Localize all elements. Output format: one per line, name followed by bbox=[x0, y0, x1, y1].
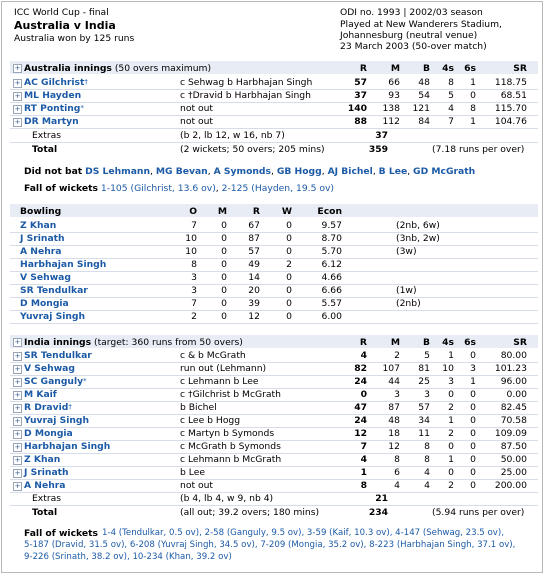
stat-b: 5 bbox=[424, 350, 430, 361]
stat-sr: 50.00 bbox=[500, 454, 527, 465]
stat-sixes: 0 bbox=[470, 428, 476, 439]
event-name: ICC World Cup - final bbox=[14, 7, 109, 18]
aus-batsman-name[interactable]: RT Ponting* bbox=[24, 103, 84, 114]
stat-sixes: 0 bbox=[470, 454, 476, 465]
bowling-w: 0 bbox=[286, 246, 292, 257]
bowling-extras: (3nb, 2w) bbox=[396, 233, 440, 244]
ind-batsman-name[interactable]: J Srinath bbox=[24, 467, 69, 478]
stat-r: 4 bbox=[360, 454, 367, 465]
match-result: Australia won by 125 runs bbox=[14, 33, 135, 44]
stat-r: 4 bbox=[360, 350, 367, 361]
scorecard-frame bbox=[1, 1, 543, 573]
ind-batsman-name[interactable]: SR Tendulkar bbox=[24, 350, 92, 361]
stat-fours: 10 bbox=[442, 363, 454, 374]
bowling-o: 3 bbox=[191, 285, 197, 296]
expand-icon[interactable]: + bbox=[14, 430, 21, 438]
bowling-o: 10 bbox=[185, 233, 197, 244]
column-header: R bbox=[359, 337, 367, 348]
expand-icon[interactable]: + bbox=[14, 378, 21, 386]
stat-m: 44 bbox=[388, 376, 400, 387]
column-header: W bbox=[281, 206, 292, 217]
ind-total-runs: 234 bbox=[368, 507, 388, 518]
stat-sr: 82.45 bbox=[500, 402, 527, 413]
expand-icon[interactable]: + bbox=[14, 469, 21, 477]
column-header: B bbox=[422, 337, 430, 348]
bowler-name[interactable]: D Mongia bbox=[20, 298, 69, 309]
stat-sixes: 3 bbox=[470, 363, 476, 374]
bowling-econ: 6.12 bbox=[321, 259, 342, 270]
ind-run-rate: (5.94 runs per over) bbox=[432, 507, 525, 518]
bowling-w: 0 bbox=[286, 220, 292, 231]
bowler-name[interactable]: Z Khan bbox=[20, 220, 57, 231]
bowling-econ: 8.70 bbox=[321, 233, 342, 244]
stat-sixes: 0 bbox=[470, 441, 476, 452]
stat-fours: 2 bbox=[448, 402, 454, 413]
bowler-name[interactable]: A Nehra bbox=[20, 246, 62, 257]
stat-m: 107 bbox=[382, 363, 400, 374]
bowling-econ: 6.66 bbox=[321, 285, 342, 296]
bowling-r: 57 bbox=[248, 246, 260, 257]
stat-m: 2 bbox=[394, 350, 400, 361]
column-header: R bbox=[359, 63, 367, 74]
stat-r: 140 bbox=[347, 103, 367, 114]
batsman-mark: * bbox=[80, 104, 84, 112]
stat-fours: 8 bbox=[448, 77, 454, 88]
bowling-econ: 6.00 bbox=[321, 311, 342, 322]
stat-sixes: 1 bbox=[470, 116, 476, 127]
expand-icon[interactable]: + bbox=[14, 391, 21, 399]
bowling-m: 0 bbox=[221, 311, 227, 322]
expand-icon[interactable]: + bbox=[14, 118, 21, 126]
bowling-econ: 9.57 bbox=[321, 220, 342, 231]
bowling-m: 0 bbox=[221, 246, 227, 257]
stat-fours: 7 bbox=[448, 116, 454, 127]
ind-batsman-name[interactable]: M Kaif bbox=[24, 389, 57, 400]
dismissal: not out bbox=[180, 103, 214, 114]
stat-fours: 1 bbox=[448, 454, 454, 465]
bowling-econ: 5.57 bbox=[321, 298, 342, 309]
bowling-o: 2 bbox=[191, 311, 197, 322]
aus-total-detail: (2 wickets; 50 overs; 205 mins) bbox=[180, 144, 325, 155]
bowling-w: 0 bbox=[286, 272, 292, 283]
bowling-extras: (2nb) bbox=[396, 298, 421, 309]
stat-fours: 2 bbox=[448, 480, 454, 491]
fow-score: 1-105 bbox=[100, 183, 128, 194]
stat-sr: 101.23 bbox=[494, 363, 527, 374]
aus-batsman-name[interactable]: ML Hayden bbox=[24, 90, 82, 101]
stat-b: 57 bbox=[418, 402, 430, 413]
bowling-m: 0 bbox=[221, 259, 227, 270]
stat-m: 8 bbox=[394, 454, 400, 465]
bowler-name[interactable]: V Sehwag bbox=[20, 272, 71, 283]
stat-sixes: 0 bbox=[470, 467, 476, 478]
stat-sixes: 1 bbox=[470, 77, 476, 88]
bowling-r: 20 bbox=[248, 285, 260, 296]
stat-r: 24 bbox=[354, 415, 367, 426]
stat-sr: 70.58 bbox=[500, 415, 527, 426]
ind-batsman-name[interactable]: Yuvraj Singh bbox=[24, 415, 90, 426]
expand-icon[interactable]: + bbox=[14, 443, 21, 451]
stat-m: 4 bbox=[394, 480, 400, 491]
bowling-m: 0 bbox=[221, 233, 227, 244]
stat-fours: 0 bbox=[448, 389, 454, 400]
bowling-extras: (3w) bbox=[396, 246, 417, 257]
stat-sr: 118.75 bbox=[494, 77, 527, 88]
aus-extras-label: Extras bbox=[32, 130, 62, 141]
column-header: Econ bbox=[317, 206, 342, 217]
aus-total-runs: 359 bbox=[368, 144, 388, 155]
stat-r: 1 bbox=[360, 467, 367, 478]
ind-fow-line-1: 1-4 (Tendulkar, 0.5 ov), 2-58 (Ganguly, 9.5 ov), 3-59 (Kaif, 10.3 ov), 4-147 (Sehwag, 23.5 ov), bbox=[102, 528, 504, 538]
ind-fow-line-3: 9-226 (Srinath, 38.2 ov), 10-234 (Khan, 39.2 ov) bbox=[24, 552, 232, 562]
aus-innings-title: Australia innings bbox=[24, 63, 112, 74]
dnb-player-link[interactable]: MG Bevan bbox=[155, 166, 208, 177]
ind-batsman-name[interactable]: A Nehra bbox=[24, 480, 66, 491]
column-header: O bbox=[189, 206, 197, 217]
stat-r: 0 bbox=[360, 389, 367, 400]
stat-b: 25 bbox=[418, 376, 430, 387]
stat-fours: 1 bbox=[448, 415, 454, 426]
stat-m: 18 bbox=[388, 428, 400, 439]
stat-r: 12 bbox=[354, 428, 367, 439]
match-date: 23 March 2003 (50-over match) bbox=[340, 41, 487, 52]
stat-b: 11 bbox=[418, 428, 430, 439]
stat-b: 8 bbox=[424, 454, 430, 465]
bowling-r: 87 bbox=[248, 233, 260, 244]
column-header: R bbox=[252, 206, 260, 217]
bowling-extras: (1w) bbox=[396, 285, 417, 296]
stat-m: 93 bbox=[388, 90, 400, 101]
ind-extras-detail: (b 4, lb 4, w 9, nb 4) bbox=[180, 493, 274, 504]
stat-m: 66 bbox=[388, 77, 400, 88]
bowling-m: 0 bbox=[221, 220, 227, 231]
venue-line-2: Johannesburg (neutral venue) bbox=[340, 30, 478, 41]
stat-r: 7 bbox=[360, 441, 367, 452]
stat-b: 81 bbox=[418, 363, 430, 374]
aus-batsman-name[interactable]: AC Gilchrist† bbox=[24, 77, 88, 88]
aus-run-rate: (7.18 runs per over) bbox=[432, 144, 525, 155]
ind-innings-heading bbox=[24, 337, 243, 348]
expand-icon[interactable]: + bbox=[14, 338, 21, 346]
odi-info: ODI no. 1993 | 2002/03 season bbox=[340, 7, 483, 18]
expand-icon[interactable]: + bbox=[14, 365, 21, 373]
expand-icon[interactable]: + bbox=[14, 64, 21, 72]
dismissal: c Lehmann b Lee bbox=[180, 376, 259, 387]
bowling-econ: 4.66 bbox=[321, 272, 342, 283]
aus-extras-detail: (b 2, lb 12, w 16, nb 7) bbox=[180, 130, 285, 141]
bowling-m: 0 bbox=[221, 285, 227, 296]
stat-r: 37 bbox=[354, 90, 367, 101]
bowling-extras: (2nb, 6w) bbox=[396, 220, 440, 231]
dnb-player-link[interactable]: GD McGrath bbox=[413, 166, 476, 177]
dnb-player-link[interactable]: DS Lehmann bbox=[85, 166, 151, 177]
stat-fours: 0 bbox=[448, 441, 454, 452]
stat-sixes: 0 bbox=[470, 389, 476, 400]
stat-sixes: 8 bbox=[470, 103, 476, 114]
stat-b: 8 bbox=[424, 441, 430, 452]
column-header: 4s bbox=[442, 63, 454, 74]
fow-score: 2-125 bbox=[221, 183, 249, 194]
aus-extras-runs: 37 bbox=[375, 130, 388, 141]
ind-innings-title: India innings bbox=[24, 337, 92, 348]
stat-sr: 80.00 bbox=[500, 350, 527, 361]
bowler-name[interactable]: J Srinath bbox=[20, 233, 65, 244]
stat-b: 48 bbox=[418, 77, 430, 88]
bowler-name[interactable]: Harbhajan Singh bbox=[20, 259, 107, 270]
dnb-label: Did not bat bbox=[24, 166, 83, 177]
divider bbox=[10, 505, 538, 506]
dismissal: c Lee b Hogg bbox=[180, 415, 241, 426]
bowling-w: 0 bbox=[286, 233, 292, 244]
divider bbox=[10, 142, 538, 143]
dismissal: c Martyn b Symonds bbox=[180, 428, 275, 439]
dismissal: not out bbox=[180, 116, 214, 127]
dismissal: b Bichel bbox=[180, 402, 217, 413]
stat-m: 12 bbox=[388, 441, 400, 452]
column-header: SR bbox=[513, 63, 527, 74]
stat-b: 4 bbox=[424, 480, 430, 491]
expand-icon[interactable]: + bbox=[14, 417, 21, 425]
batsman-mark: † bbox=[84, 78, 88, 86]
fow-detail: (Gilchrist, 13.6 ov) bbox=[130, 183, 216, 194]
stat-r: 8 bbox=[360, 480, 367, 491]
stat-b: 3 bbox=[424, 389, 430, 400]
aus-innings-heading bbox=[24, 63, 211, 74]
stat-r: 57 bbox=[354, 77, 367, 88]
stat-b: 34 bbox=[418, 415, 430, 426]
stat-r: 47 bbox=[354, 402, 367, 413]
column-header: B bbox=[422, 63, 430, 74]
dnb-player-link[interactable]: AJ Bichel bbox=[327, 166, 373, 177]
aus-batsman-name[interactable]: DR Martyn bbox=[24, 116, 79, 127]
column-header: M bbox=[217, 206, 227, 217]
stat-r: 24 bbox=[354, 376, 367, 387]
ind-total-label: Total bbox=[32, 507, 58, 518]
match-title: Australia v India bbox=[14, 19, 116, 32]
expand-icon[interactable]: + bbox=[14, 79, 21, 87]
bowling-o: 8 bbox=[191, 259, 197, 270]
stat-fours: 4 bbox=[448, 103, 454, 114]
divider bbox=[10, 492, 538, 493]
venue-line-1: Played at New Wanderers Stadium, bbox=[340, 19, 502, 30]
dismissal: c Sehwag b Harbhajan Singh bbox=[180, 77, 313, 88]
bowling-m: 0 bbox=[221, 272, 227, 283]
dismissal: c †Dravid b Harbhajan Singh bbox=[180, 90, 311, 101]
stat-sr: 104.76 bbox=[494, 116, 527, 127]
bowling-econ: 5.70 bbox=[321, 246, 342, 257]
ind-innings-subtitle: (target: 360 runs from 50 overs) bbox=[93, 337, 243, 348]
bowling-w: 0 bbox=[286, 311, 292, 322]
dismissal: not out bbox=[180, 480, 214, 491]
bowling-r: 12 bbox=[248, 311, 260, 322]
bowling-m: 0 bbox=[221, 298, 227, 309]
stat-sr: 87.50 bbox=[500, 441, 527, 452]
expand-icon[interactable]: + bbox=[14, 482, 21, 490]
ind-batsman-name[interactable]: Harbhajan Singh bbox=[24, 441, 111, 452]
bowling-w: 0 bbox=[286, 298, 292, 309]
dismissal: run out (Lehmann) bbox=[180, 363, 267, 374]
column-header: M bbox=[390, 63, 400, 74]
stat-sixes: 1 bbox=[470, 376, 476, 387]
dnb-player-link[interactable]: A Symonds bbox=[213, 166, 271, 177]
column-header: M bbox=[390, 337, 400, 348]
bowler-name[interactable]: SR Tendulkar bbox=[20, 285, 88, 296]
bowling-r: 67 bbox=[248, 220, 260, 231]
aus-innings-subtitle: (50 overs maximum) bbox=[114, 63, 212, 74]
stat-m: 138 bbox=[382, 103, 400, 114]
dnb-player-link[interactable]: B Lee bbox=[378, 166, 408, 177]
divider bbox=[10, 323, 538, 324]
stat-sr: 0.00 bbox=[506, 389, 527, 400]
stat-sixes: 0 bbox=[470, 415, 476, 426]
fow-label: Fall of wickets bbox=[24, 183, 98, 194]
stat-sr: 25.00 bbox=[500, 467, 527, 478]
column-header: 6s bbox=[464, 337, 476, 348]
batsman-mark: * bbox=[83, 377, 87, 385]
stat-m: 6 bbox=[394, 467, 400, 478]
bowling-o: 7 bbox=[191, 220, 197, 231]
stat-b: 4 bbox=[424, 467, 430, 478]
stat-sr: 115.70 bbox=[494, 103, 527, 114]
stat-fours: 3 bbox=[448, 376, 454, 387]
stat-b: 54 bbox=[418, 90, 430, 101]
dismissal: c McGrath b Symonds bbox=[180, 441, 281, 452]
stat-sixes: 0 bbox=[470, 480, 476, 491]
fow-detail: (Hayden, 19.5 ov) bbox=[251, 183, 334, 194]
stat-fours: 2 bbox=[448, 428, 454, 439]
divider bbox=[10, 128, 538, 129]
stat-sixes: 0 bbox=[470, 90, 476, 101]
dnb-player-list: DS Lehmann, MG Bevan, A Symonds, GB Hogg, AJ Bichel, B Lee, GD McGrath bbox=[85, 166, 476, 177]
stat-sixes: 0 bbox=[470, 350, 476, 361]
dismissal: b Lee bbox=[180, 467, 206, 478]
stat-sr: 200.00 bbox=[494, 480, 527, 491]
bowling-w: 2 bbox=[286, 259, 292, 270]
batsman-mark: † bbox=[68, 403, 72, 411]
ind-batsman-name[interactable]: R Dravid† bbox=[24, 402, 72, 413]
aus-fall-of-wickets: Fall of wickets 1-105 (Gilchrist, 13.6 ov), 2-125 (Hayden, 19.5 ov) bbox=[24, 183, 334, 194]
bowling-r: 49 bbox=[248, 259, 260, 270]
bowling-title: Bowling bbox=[20, 206, 62, 217]
stat-m: 3 bbox=[394, 389, 400, 400]
stat-sr: 68.51 bbox=[500, 90, 527, 101]
expand-icon[interactable]: + bbox=[14, 456, 21, 464]
bowling-o: 10 bbox=[185, 246, 197, 257]
ind-total-detail: (all out; 39.2 overs; 180 mins) bbox=[180, 507, 320, 518]
dismissal: c & b McGrath bbox=[180, 350, 246, 361]
aus-did-not-bat bbox=[24, 166, 475, 177]
stat-sr: 96.00 bbox=[500, 376, 527, 387]
stat-b: 121 bbox=[412, 103, 430, 114]
stat-m: 48 bbox=[388, 415, 400, 426]
bowling-r: 14 bbox=[248, 272, 260, 283]
ind-batsman-name[interactable]: D Mongia bbox=[24, 428, 73, 439]
bowling-r: 39 bbox=[248, 298, 260, 309]
expand-icon[interactable]: + bbox=[14, 105, 21, 113]
column-header: SR bbox=[513, 337, 527, 348]
stat-r: 88 bbox=[354, 116, 367, 127]
stat-fours: 0 bbox=[448, 467, 454, 478]
stat-r: 82 bbox=[354, 363, 367, 374]
bowling-o: 3 bbox=[191, 272, 197, 283]
column-header: 6s bbox=[464, 63, 476, 74]
stat-m: 112 bbox=[382, 116, 400, 127]
ind-batsman-name[interactable]: Z Khan bbox=[24, 454, 61, 465]
stat-sixes: 0 bbox=[470, 402, 476, 413]
stat-b: 84 bbox=[418, 116, 430, 127]
ind-fow-line-2: 5-187 (Dravid, 31.5 ov), 6-208 (Yuvraj Singh, 34.5 ov), 7-209 (Mongia, 35.2 ov), 8-223 (Harbhajan Singh, 37.1 ov), bbox=[24, 540, 516, 550]
expand-icon[interactable]: + bbox=[14, 92, 21, 100]
aus-total-label: Total bbox=[32, 144, 58, 155]
ind-batsman-name[interactable]: V Sehwag bbox=[24, 363, 75, 374]
ind-extras-runs: 21 bbox=[375, 493, 388, 504]
ind-batsman-name[interactable]: SC Ganguly* bbox=[24, 376, 87, 387]
ind-extras-label: Extras bbox=[32, 493, 62, 504]
stat-fours: 1 bbox=[448, 350, 454, 361]
expand-icon[interactable]: + bbox=[14, 352, 21, 360]
stat-m: 87 bbox=[388, 402, 400, 413]
bowler-name[interactable]: Yuvraj Singh bbox=[20, 311, 86, 322]
stat-sr: 109.09 bbox=[494, 428, 527, 439]
dismissal: c Lehmann b McGrath bbox=[180, 454, 282, 465]
bowling-o: 7 bbox=[191, 298, 197, 309]
bowling-w: 0 bbox=[286, 285, 292, 296]
dnb-player-link[interactable]: GB Hogg bbox=[276, 166, 322, 177]
expand-icon[interactable]: + bbox=[14, 404, 21, 412]
ind-fow-label: Fall of wickets bbox=[24, 528, 98, 539]
dismissal: c †Gilchrist b McGrath bbox=[180, 389, 281, 400]
column-header: 4s bbox=[442, 337, 454, 348]
stat-fours: 5 bbox=[448, 90, 454, 101]
